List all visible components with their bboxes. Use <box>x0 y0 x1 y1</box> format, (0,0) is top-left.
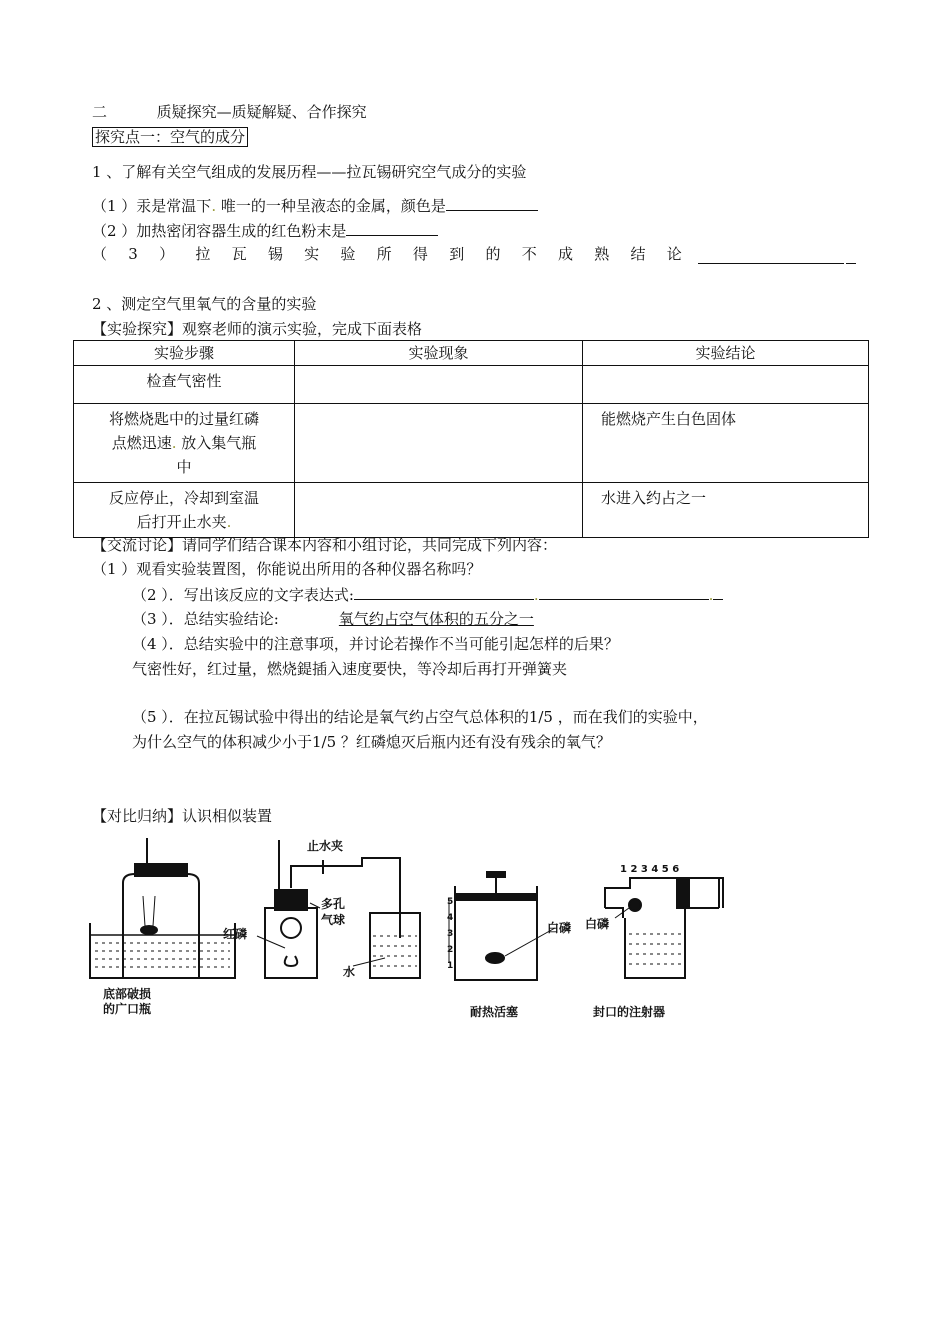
row3-conclusion[interactable]: 水进入约占之一 <box>583 483 869 538</box>
row1-conclusion[interactable] <box>583 366 869 404</box>
row1-step: 检查气密性 <box>74 366 295 404</box>
discussion-item-4: （4 ）．总结实验中的注意事项，并讨论若操作不当可能引起怎样的后果？ <box>132 635 619 653</box>
q1-b-blank[interactable] <box>346 220 438 236</box>
compare-label: 【对比归纳】认识相似装置 <box>92 807 273 825</box>
q1-title: 1 、了解有关空气组成的发展历程——拉瓦锡研究空气成分的实验 <box>92 163 527 181</box>
section-heading <box>92 102 367 122</box>
discussion-item-3: （3 ）．总结实验结论: 氧气约占空气体积的五分之一 <box>132 610 534 628</box>
row2-step: 将燃烧匙中的过量红磷 点燃迅速. 放入集气瓶 中 <box>74 404 295 483</box>
conclusion-answer: 氧气约占空气体积的五分之一 <box>338 610 534 628</box>
section-number: 二 <box>92 103 108 121</box>
row1-phenomenon[interactable] <box>295 366 583 404</box>
discussion-label: 【交流讨论】请同学们结合课本内容和小组讨论，共同完成下列内容： <box>92 536 558 554</box>
fig3-white-p-label: 白磷 <box>547 921 572 935</box>
q1-c-blank-tail <box>846 248 856 264</box>
svg-text:1: 1 <box>447 961 454 971</box>
discussion-item-5: （5 ）．在拉瓦锡试验中得出的结论是氧气约占空气总体积的1/5 ，而在我们的实验中， <box>132 708 708 726</box>
q1-c-char: 瓦 <box>231 245 247 263</box>
figure-broken-bottle <box>90 838 235 978</box>
table-row <box>74 404 869 483</box>
q1-c-char: 锡 <box>267 245 283 263</box>
q1-c-char: 结 <box>630 245 646 263</box>
svg-text:2: 2 <box>447 945 454 955</box>
table-row <box>74 366 869 404</box>
discussion-item-1: （1 ）观看实验装置图，你能说出所用的各种仪器名称吗？ <box>92 560 482 578</box>
header-conclusion: 实验结论 <box>583 341 869 366</box>
fig4-white-p-label: 白磷 <box>585 917 610 931</box>
fig2-balloon-label-2: 气球 <box>321 913 346 927</box>
header-step: 实验步骤 <box>74 341 295 366</box>
q1-c-char: 不 <box>521 245 537 263</box>
discussion-item-2: （2 ）．写出该反应的文字表达式: . . <box>132 584 723 605</box>
q1-c-char: 熟 <box>594 245 610 263</box>
equation-blank-2 <box>539 584 709 600</box>
q1-c-char: 所 <box>376 245 392 263</box>
fig2-phosphorus-label: 红磷 <box>223 927 248 941</box>
q1-a-blank[interactable] <box>446 195 538 211</box>
table-row <box>74 483 869 538</box>
fig1-caption-2: 的广口瓶 <box>103 1002 152 1016</box>
q1-b: （2 ）加热密闭容器生成的红色粉末是 <box>92 220 438 241</box>
experiment-table <box>73 340 869 538</box>
fig3-scale <box>447 897 453 971</box>
row3-phenomenon[interactable] <box>295 483 583 538</box>
q2-title: 2 、测定空气里氧气的含量的实验 <box>92 295 317 313</box>
table-header-row <box>74 341 869 366</box>
fig3-caption: 耐热活塞 <box>470 1005 519 1019</box>
row2-phenomenon[interactable] <box>295 404 583 483</box>
q1-c-char: 验 <box>340 245 356 263</box>
equation-blank[interactable] <box>354 584 534 600</box>
q1-c-char: 实 <box>304 245 320 263</box>
row3-step: 反应停止，冷却到室温 后打开止水夹. <box>74 483 295 538</box>
row2-conclusion[interactable]: 能燃烧产生白色固体 <box>583 404 869 483</box>
fig4-caption: 封口的注射器 <box>593 1005 666 1019</box>
figure-piston <box>449 872 555 980</box>
header-phenomenon: 实验现象 <box>295 341 583 366</box>
q1-a: （1 ）汞是常温下. 唯一的一种呈液态的金属，颜色是 <box>92 195 538 216</box>
q1-c-text <box>92 244 682 264</box>
point-one-heading: 探究点一：空气的成分 <box>92 127 248 147</box>
section-title: 质疑探究—质疑解疑、合作探究 <box>156 103 367 121</box>
apparatus-figures <box>85 838 745 1038</box>
fig2-balloon-label-1: 多孔 <box>321 897 346 911</box>
q1-c-char: 得 <box>412 245 428 263</box>
fig2-water-label: 水 <box>343 965 356 979</box>
precautions-answer: 气密性好，红过量，燃烧鍉插入速度要快，等冷却后再打开弹簧夹 <box>132 660 568 678</box>
q1-c-char: 的 <box>485 245 501 263</box>
q1-c-char: 3 <box>128 245 138 263</box>
q1-c-char: （ <box>92 245 108 263</box>
explore-label: 【实验探究】观察老师的演示实验，完成下面表格 <box>92 320 423 338</box>
q1-c-char: 到 <box>449 245 465 263</box>
fig4-scale: 1 2 3 4 5 6 <box>620 864 680 875</box>
fig2-clamp-label: 止水夹 <box>307 839 344 853</box>
figure-syringe <box>605 878 723 978</box>
q1-c-char: 成 <box>557 245 573 263</box>
discussion-item-5-cont: 为什么空气的体积减少小于1/5 ？红磷熄灭后瓶内还有没有残余的氧气？ <box>132 733 611 751</box>
q1-c-char: 论 <box>666 245 682 263</box>
equation-blank-tail <box>713 584 723 600</box>
q1-c <box>92 244 856 264</box>
svg-text:4: 4 <box>447 913 454 923</box>
svg-text:3: 3 <box>447 929 454 939</box>
svg-text:5: 5 <box>447 897 454 907</box>
fig1-caption-1: 底部破损 <box>103 987 152 1001</box>
q1-c-char: 拉 <box>195 245 211 263</box>
q1-c-blank[interactable] <box>698 248 844 264</box>
q1-c-char: ） <box>159 245 175 263</box>
